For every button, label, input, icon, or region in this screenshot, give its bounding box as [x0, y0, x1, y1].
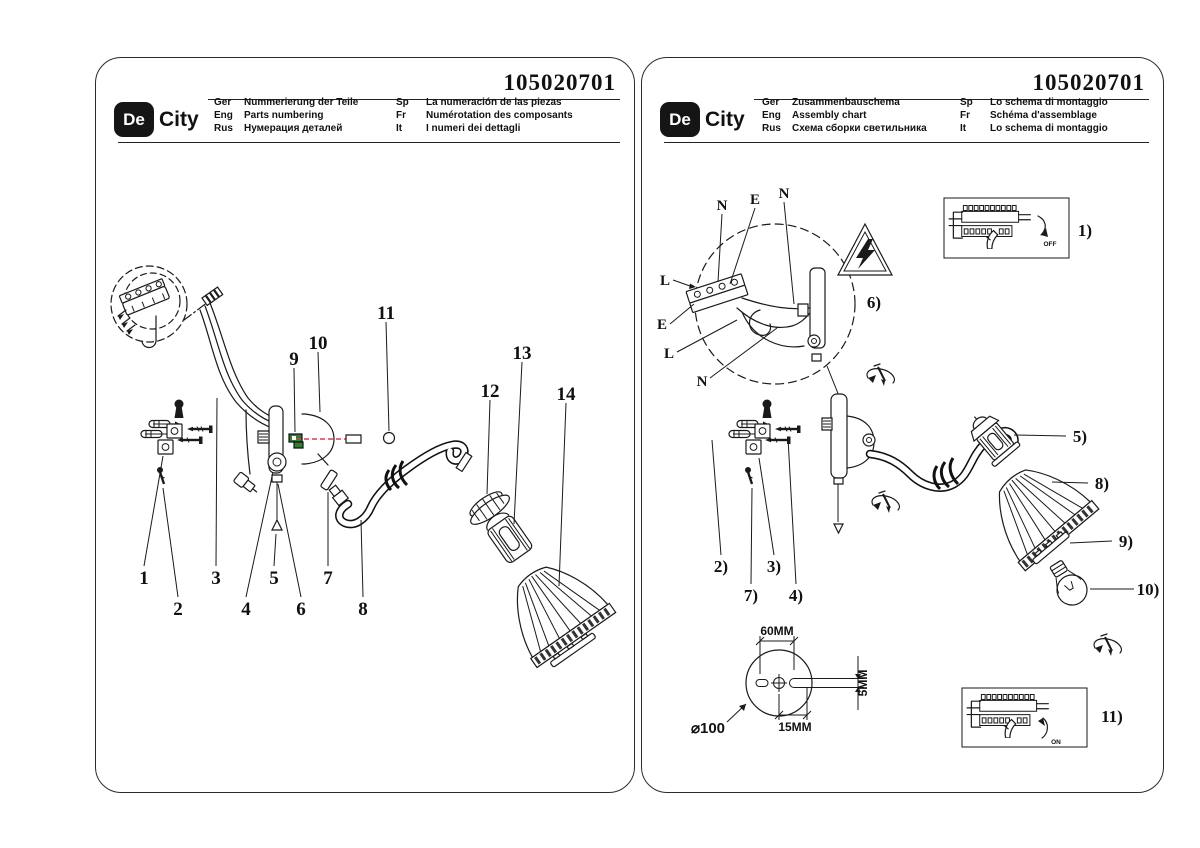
cap-part	[384, 433, 395, 444]
breaker-on-label: ON	[1051, 739, 1061, 746]
part-label: 3	[211, 568, 221, 589]
lang-code: Rus	[762, 123, 781, 134]
part-label: 7	[323, 568, 333, 589]
part-label: 4	[241, 599, 251, 620]
part-label: 1	[139, 568, 149, 589]
lang-code: Fr	[960, 110, 970, 121]
glass-shade	[491, 547, 616, 668]
terminal-detail-circle	[111, 266, 208, 348]
model-number: 105020701	[1032, 70, 1145, 95]
exploded-parts-diagram	[96, 58, 636, 794]
lang-text: Нумерация деталей	[244, 123, 343, 134]
lang-code: Ger	[762, 97, 780, 108]
step-labels	[714, 427, 1159, 605]
lang-text: Assembly chart	[792, 110, 867, 121]
wire-label: L	[663, 346, 675, 362]
lang-text: Lo schema di montaggio	[990, 123, 1108, 134]
terminal-block-icon	[119, 279, 170, 316]
brand-name: City	[159, 107, 199, 131]
wire-label: N	[778, 186, 790, 202]
wall-plate	[822, 394, 875, 533]
part-label: 6	[296, 599, 306, 620]
step-label: 6)	[866, 293, 882, 312]
lang-text: Nummerierung der Teile	[244, 97, 359, 108]
part-label: 10	[308, 333, 328, 354]
light-bulb-icon	[1043, 556, 1093, 611]
wire-label: N	[696, 374, 708, 390]
breaker-on-box	[962, 688, 1087, 747]
lang-text: Lo schema di montaggio	[990, 97, 1108, 108]
lamp-arm	[328, 445, 472, 524]
part-label: 14	[556, 384, 576, 405]
spacer-part	[346, 435, 361, 443]
brand-logo-icon: De	[114, 102, 154, 137]
electric-hazard-icon	[838, 224, 892, 275]
dim-offset-label: 15MM	[778, 720, 812, 734]
wire-label: E	[656, 317, 668, 333]
dim-depth-label: 5MM	[856, 669, 870, 697]
brand-name: City	[705, 107, 745, 131]
wiring-detail-circle	[686, 224, 855, 396]
step-label: 7)	[743, 586, 759, 605]
lang-code: Eng	[214, 110, 233, 121]
rotate-screw-icon	[1094, 634, 1121, 656]
hook-icon	[142, 316, 156, 348]
lang-text: Parts numbering	[244, 110, 324, 121]
assembly-diagram	[642, 58, 1165, 794]
cable-bundle	[200, 287, 280, 474]
brand-logo-icon: De	[660, 102, 700, 137]
switch-part-highlighted	[289, 434, 303, 448]
step-label: 2)	[713, 557, 729, 576]
mounting-hardware	[141, 400, 213, 485]
lang-text: Schéma d'assemblage	[990, 110, 1097, 121]
lang-code: Sp	[960, 97, 973, 108]
cord-switch-assembly	[233, 453, 286, 530]
lang-text: Numérotation des composants	[426, 110, 573, 121]
step-label: 11)	[1101, 707, 1123, 726]
part-label: 5	[269, 568, 279, 589]
mounting-dimensions	[691, 624, 870, 737]
part-number-labels	[139, 303, 576, 620]
lang-code: Ger	[214, 97, 232, 108]
part-label: 12	[480, 381, 500, 402]
step-label: 1)	[1077, 221, 1093, 240]
breaker-off-label: OFF	[1043, 241, 1057, 248]
lang-code: Rus	[214, 123, 233, 134]
dim-diameter-label: ⌀100	[690, 720, 726, 737]
rotate-screw-icon	[872, 491, 899, 513]
dim-width-label: 60MM	[760, 624, 794, 638]
step-label: 5)	[1072, 427, 1088, 446]
part-label: 11	[377, 303, 395, 324]
step-label: 8)	[1094, 474, 1110, 493]
part-label: 13	[512, 343, 532, 364]
lang-code: It	[396, 123, 403, 134]
lang-text: Схема сборки светильника	[792, 123, 927, 134]
page-assembly-chart	[641, 57, 1164, 793]
terminal-block-icon	[686, 274, 748, 313]
lang-code: It	[960, 123, 967, 134]
wire-label: E	[749, 192, 761, 208]
lang-text: La numeración de las piezas	[426, 97, 562, 108]
wire-label: L	[659, 273, 671, 289]
part-label: 8	[358, 599, 368, 620]
step-label: 10)	[1136, 580, 1160, 599]
step-label: 4)	[788, 586, 804, 605]
page-parts-numbering	[95, 57, 635, 793]
lang-text: I numeri dei dettagli	[426, 123, 521, 134]
model-number: 105020701	[503, 70, 616, 95]
lang-code: Fr	[396, 110, 406, 121]
breaker-off-box	[944, 198, 1069, 258]
step-label: 9)	[1118, 532, 1134, 551]
step-label: 3)	[766, 557, 782, 576]
lang-code: Sp	[396, 97, 409, 108]
part-label: 2	[173, 599, 183, 620]
wire-label: N	[716, 198, 728, 214]
lang-code: Eng	[762, 110, 781, 121]
lang-text: Zusammenbauschema	[792, 97, 900, 108]
part-label: 9	[289, 349, 299, 370]
rotate-screw-icon	[867, 364, 894, 386]
